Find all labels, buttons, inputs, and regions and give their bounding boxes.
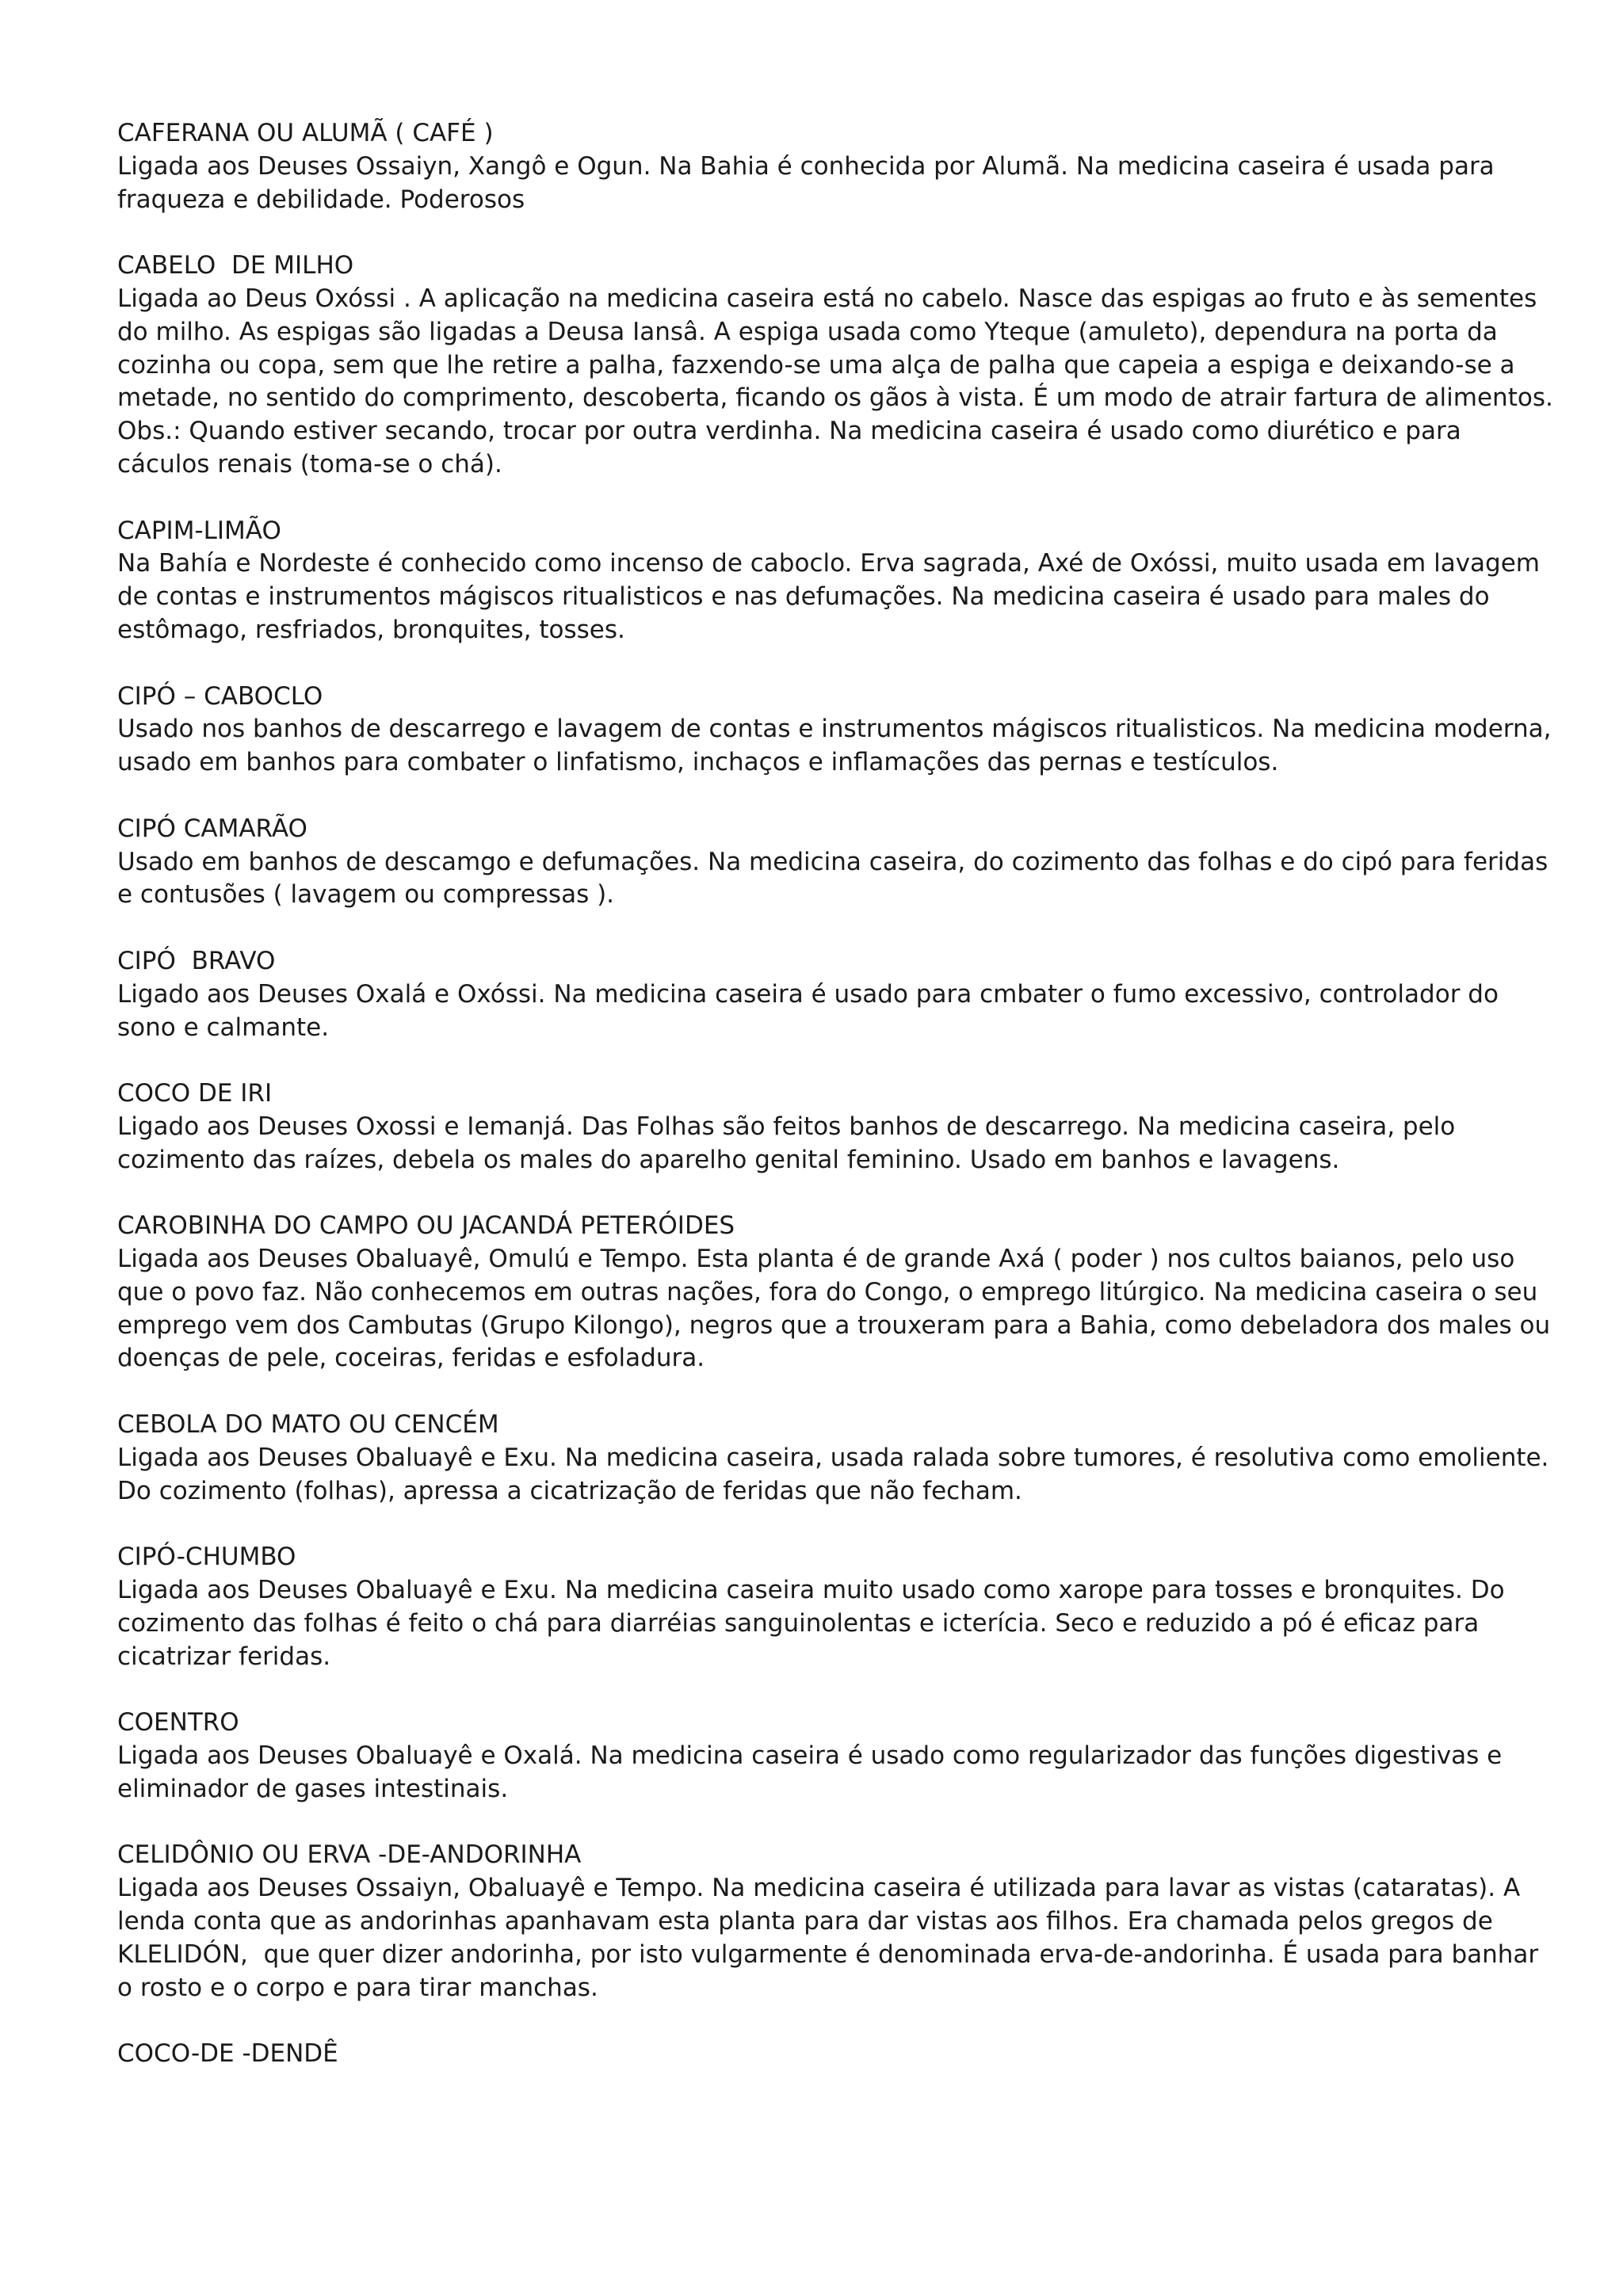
entry-body: Ligada aos Deuses Ossaiyn, Obaluayê e Tempo. Na medicina caseira é utilizada para lavar as vistas (cataratas). A lenda conta que as andorinhas apanhavam esta planta para dar vistas aos filhos. Era chamada pelos gregos de KLELIDÓN, que quer dizer andorinha, por isto vulgarmente é denominada erva-de-andorinha. É usada para banhar o rosto e o corpo e para tirar manchas. (117, 1874, 1547, 2002)
entry-title: CABELO DE MILHO (117, 251, 354, 280)
entry-coco-de-iri (117, 1077, 1560, 1177)
entry-title: COENTRO (117, 1708, 239, 1737)
entry-cipo-camarao (117, 813, 1560, 912)
entry-body: Ligado aos Deuses Oxalá e Oxóssi. Na medicina caseira é usado para cmbater o fumo excessivo, controlador do sono e calmante. (117, 979, 1507, 1042)
entry-body: Ligada aos Deuses Obaluayê e Oxalá. Na medicina caseira é usado como regularizador das funções digestivas e eliminador de gases intestinais. (117, 1741, 1510, 1803)
entry-body: Ligada aos Deuses Obaluayê e Exu. Na medicina caseira, usada ralada sobre tumores, é resolutiva como emoliente. Do cozimento (folhas), apressa a cicatrização de feridas que não fecham. (117, 1443, 1557, 1505)
document-page (117, 117, 1560, 2104)
entry-cabelo-de-milho (117, 250, 1560, 482)
entry-title: CIPÓ CAMARÃO (117, 814, 307, 843)
entry-body: Ligada aos Deuses Obaluayê e Exu. Na medicina caseira muito usado como xarope para tosses e bronquites. Do cozimento das folhas é feito o chá para diarréias sanguinolentas e icterícia. Seco e reduzido a pó é eficaz para cicatrizar feridas. (117, 1576, 1513, 1671)
entry-body: Ligada aos Deuses Ossaiyn, Xangô e Ogun. Na Bahia é conhecida por Alumã. Na medicina caseira é usada para fraqueza e debilidade. Poderosos (117, 151, 1503, 214)
entry-title: CAPIM-LIMÃO (117, 516, 281, 545)
entry-title: COCO-DE -DENDÊ (117, 2039, 338, 2069)
entry-title: CAROBINHA DO CAMPO OU JACANDÁ PETERÓIDES (117, 1211, 735, 1241)
entry-title: CIPÓ BRAVO (117, 946, 276, 975)
entry-carobinha-do-campo (117, 1210, 1560, 1375)
entry-body: Usado nos banhos de descarrego e lavagem de contas e instrumentos mágiscos ritualisticos. Na medicina moderna, usado em banhos para combater o linfatismo, inchaços e inflamações das pernas e testículos. (117, 715, 1560, 777)
entry-body: Usado em banhos de descamgo e defumações. Na medicina caseira, do cozimento das folhas e do cipó para feridas e contusões ( lavagem ou compressas ). (117, 847, 1556, 910)
entry-coco-de-dende (117, 2038, 1560, 2071)
entry-capim-limao (117, 515, 1560, 647)
entry-title: CEBOLA DO MATO OU CENCÉM (117, 1410, 499, 1440)
entry-body: Ligada aos Deuses Obaluayê, Omulú e Tempo. Esta planta é de grande Axá ( poder ) nos cultos baianos, pelo uso que o povo faz. Não conhecemos em outras nações, fora do Congo, o emprego litúrgico. Na medicina caseira o seu emprego vem dos Cambutas (Grupo Kilongo), negros que a trouxeram para a Bahia, como debeladora dos males ou doenças de pele, coceiras, feridas e esfoladura. (117, 1245, 1559, 1373)
entry-title: CIPÓ – CABOCLO (117, 681, 323, 711)
entry-title: CIPÓ-CHUMBO (117, 1543, 296, 1572)
entry-body: Na Bahía e Nordeste é conhecido como incenso de caboclo. Erva sagrada, Axé de Oxóssi, muito usada em lavagem de contas e instrumentos mágiscos ritualisticos e nas defumações. Na medicina caseira é usado para males do estômago, resfriados, bronquites, tosses. (117, 549, 1548, 644)
entry-cipo-caboclo (117, 681, 1560, 780)
entry-cebola-do-mato (117, 1409, 1560, 1508)
entry-coentro (117, 1707, 1560, 1806)
entry-title: CELIDÔNIO OU ERVA -DE-ANDORINHA (117, 1840, 582, 1870)
entry-body: Ligado aos Deuses Oxossi e Iemanjá. Das Folhas são feitos banhos de descarrego. Na medicina caseira, pelo cozimento das raízes, debela os males do aparelho genital feminino. Usado em banhos e lavagens. (117, 1112, 1464, 1174)
entry-title: COCO DE IRI (117, 1079, 273, 1108)
entry-caferana (117, 117, 1560, 216)
entry-body: Ligada ao Deus Oxóssi . A aplicação na medicina caseira está no cabelo. Nasce das espigas ao fruto e às sementes do milho. As espigas são ligadas a Deusa Iansâ. A espiga usada como Yteque (amuleto), dependura na porta da cozinha ou copa, sem que lhe retire a palha, fazxendo-se uma alça de palha que capeia a espiga e deixando-se a metade, no sentido do comprimento, descoberta, ficando os gãos à vista. É um modo de atrair fartura de alimentos. Obs.: Quando estiver secando, trocar por outra verdinha. Na medicina caseira é usado como diurético e para cáculos renais (toma-se o chá). (117, 284, 1553, 479)
entry-celidonio (117, 1839, 1560, 2004)
entry-cipo-bravo (117, 945, 1560, 1044)
entry-cipo-chumbo (117, 1541, 1560, 1673)
entry-title: CAFERANA OU ALUMÃ ( CAFÉ ) (117, 119, 494, 147)
